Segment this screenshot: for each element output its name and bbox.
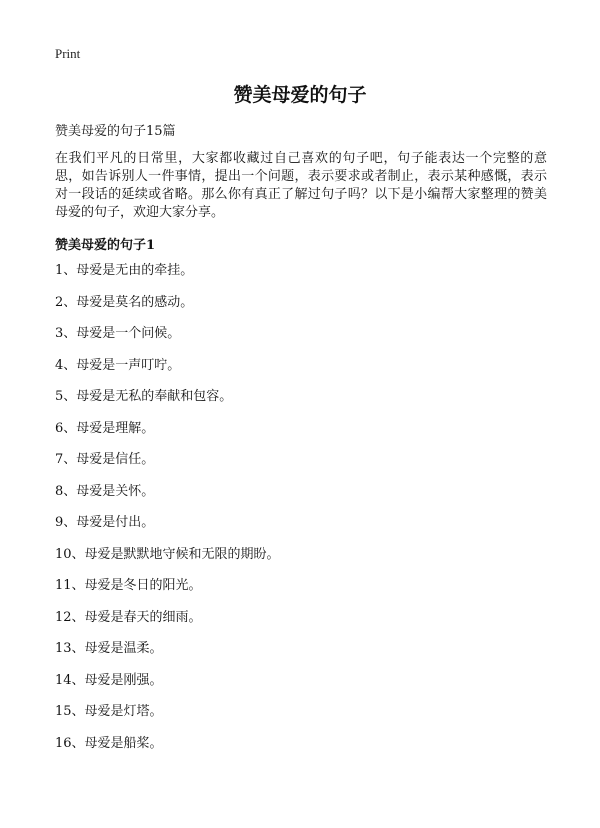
- list-item: 9、母爱是付出。: [55, 515, 155, 530]
- section-heading: 赞美母爱的句子1: [55, 238, 156, 253]
- list-item: 12、母爱是春天的细雨。: [55, 609, 202, 625]
- page-title: 赞美母爱的句子: [233, 84, 367, 106]
- list-item: 1、母爱是无由的牵挂。: [55, 263, 194, 278]
- list-item: 5、母爱是无私的奉献和包容。: [55, 389, 233, 404]
- list-item: 7、母爱是信任。: [55, 452, 155, 467]
- intro-paragraph: 在我们平凡的日常里，大家都收藏过自己喜欢的句子吧，句子能表达一个完整的意思，如告诉别人一件事情，提出一个问题，表示要求或者制止，表示某种感慨，表示对一段话的延续或省略。那么你有真正了解过句子吗？以下是小编帮大家整理的赞美母爱的句子，欢迎大家分享。: [55, 151, 547, 220]
- print-link[interactable]: Print: [55, 46, 81, 61]
- sentence-list: [55, 261, 280, 765]
- list-item: 8、母爱是关怀。: [55, 483, 155, 499]
- list-item: 14、母爱是刚强。: [55, 672, 163, 688]
- list-item: 16、母爱是船桨。: [55, 735, 163, 751]
- list-item: 13、母爱是温柔。: [55, 641, 163, 656]
- list-item: 15、母爱是灯塔。: [55, 704, 163, 719]
- subtitle: 赞美母爱的句子15篇: [55, 124, 176, 139]
- list-item: 11、母爱是冬日的阳光。: [55, 578, 202, 593]
- list-item: 6、母爱是理解。: [55, 420, 155, 436]
- list-item: 3、母爱是一个问候。: [55, 326, 181, 341]
- list-item: 10、母爱是默默地守候和无限的期盼。: [55, 546, 280, 562]
- list-item: 4、母爱是一声叮咛。: [55, 357, 181, 373]
- list-item: 2、母爱是莫名的感动。: [55, 294, 194, 310]
